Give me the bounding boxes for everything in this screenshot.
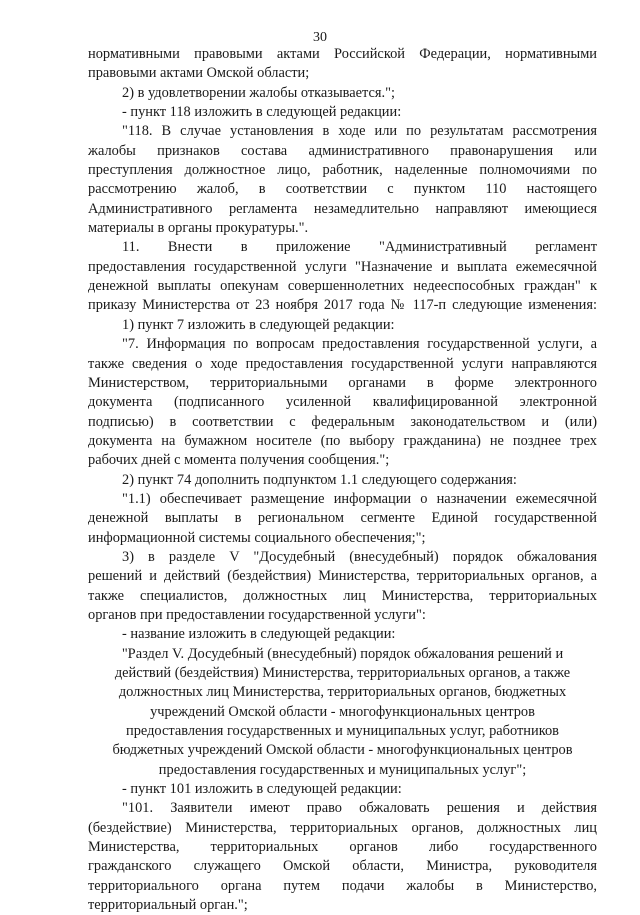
text-line: приказу Министерства от 23 ноября 2017 года № 117-п следующие изменения: (88, 297, 597, 314)
text-line: также сведения о ходе предоставления государственной услуги направляются (88, 355, 597, 372)
text-line: Министерством, территориальными органами в форме электронного (88, 374, 597, 391)
text-line: рабочих дней с момента получения сообщения."; (88, 452, 390, 469)
text-line: денежной выплаты в региональном сегменте Единой государственной (88, 510, 597, 527)
section-title-line: действий (бездействия) Министерства, территориальных органов, а также (114, 665, 571, 681)
text-line: "7. Информация по вопросам предоставления государственной услуги, а (122, 336, 597, 353)
text-line: денежной выплаты опекунам совершеннолетних недееспособных граждан" к (88, 278, 597, 295)
text-line: территориальный орган."; (88, 897, 248, 914)
text-line: информационной системы социального обеспечения;"; (88, 529, 426, 546)
section-title-line: бюджетных учреждений Омской области - многофункциональных центров (112, 742, 573, 759)
text-line: гражданского служащего Омской области, Министра, руководителя (88, 858, 597, 875)
text-line: территориального органа путем подачи жалобы в Министерство, (88, 877, 597, 894)
text-line: жалобы признаков состава административного правонарушения или (88, 142, 597, 159)
text-line: преступления должностное лицо, работник, наделенные полномочиями по (88, 162, 597, 179)
text-line: рассмотрению жалоб, в соответствии с пунктом 110 настоящего (88, 181, 597, 198)
text-line: документа на бумажном носителе (по выбору гражданина) не позднее трех (88, 432, 597, 449)
text-line: Административного регламента незамедлительно направляют имеющиеся (88, 200, 597, 217)
text-line: документа (подписанного усиленной квалифицированной электронной (88, 394, 597, 411)
section-title-line: учреждений Омской области - многофункциональных центров (150, 703, 535, 720)
text-line: - пункт 101 изложить в следующей редакции: (122, 781, 402, 798)
text-line: - пункт 118 изложить в следующей редакции: (122, 104, 402, 121)
text-line: "101. Заявители имеют право обжаловать решения и действия (122, 800, 597, 817)
text-line: органов при предоставлении государственной услуги": (88, 606, 426, 623)
text-line: 2) пункт 74 дополнить подпунктом 1.1 следующего содержания: (122, 471, 517, 488)
document-body (88, 45, 597, 915)
text-line: решений и действий (бездействия) Министерства, территориальных органов, а (88, 568, 597, 585)
page-number: 30 (313, 30, 327, 45)
text-line: подписью) в соответствии с федеральным законодательством и (или) (88, 413, 597, 430)
text-line: материалы в органы прокуратуры.". (88, 220, 309, 237)
text-line: "118. В случае установления в ходе или по результатам рассмотрения (122, 123, 597, 140)
text-line: 3) в разделе V "Досудебный (внесудебный) порядок обжалования (122, 548, 597, 565)
text-line: (бездействие) Министерства, территориальных органов, должностных лиц (88, 819, 597, 836)
section-title-line: должностных лиц Министерства, территориальных органов, бюджетных (118, 684, 567, 701)
text-line: - название изложить в следующей редакции: (122, 626, 396, 643)
section-title-line: предоставления государственных и муниципальных услуг, работников (126, 723, 559, 740)
text-line: 11. Внести в приложение "Административный регламент (122, 239, 597, 256)
text-line: "1.1) обеспечивает размещение информации о назначении ежемесячной (122, 490, 597, 507)
text-line: 2) в удовлетворении жалобы отказывается."; (122, 84, 395, 101)
text-line: также специалистов, должностных лиц Министерства, территориальных (88, 587, 597, 604)
section-title-line: "Раздел V. Досудебный (внесудебный) порядок обжалования решений и (121, 645, 564, 662)
text-line: нормативными правовыми актами Российской Федерации, нормативными (88, 46, 597, 62)
text-line: Министерства, территориальных органов либо государственного (88, 839, 597, 856)
text-line: предоставления государственной услуги "Назначение и выплата ежемесячной (88, 258, 597, 275)
section-title-line: предоставления государственных и муниципальных услуг"; (158, 761, 527, 778)
text-line: правовыми актами Омской области; (88, 65, 310, 82)
text-line: 1) пункт 7 изложить в следующей редакции: (122, 316, 395, 333)
